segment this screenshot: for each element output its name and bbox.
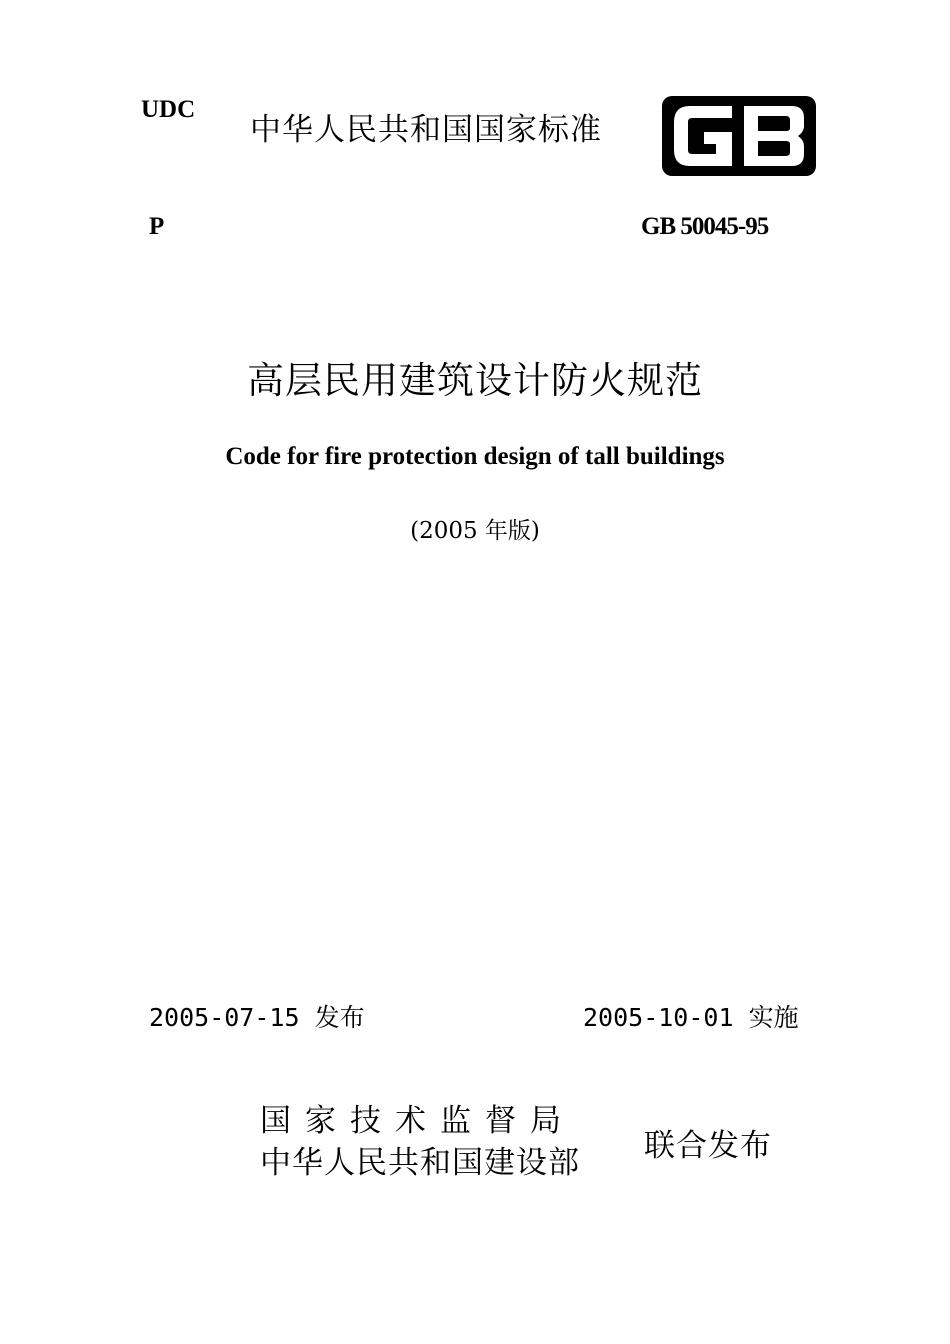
gb-logo [660, 92, 818, 180]
edition-label: (2005 年版) [410, 518, 540, 544]
issue-date: 2005-07-15 发布 [149, 1003, 365, 1032]
effective-date: 2005-10-01 实施 [583, 1003, 799, 1032]
issuer-line-2: 中华人民共和国建设部 [260, 1145, 580, 1181]
title-english: Code for fire protection design of tall buildings [225, 443, 725, 470]
udc-label: UDC [141, 96, 196, 123]
joint-release-label: 联合发布 [644, 1128, 772, 1164]
standard-number: GB 50045-95 [641, 213, 769, 240]
classification-code: P [149, 213, 165, 240]
title-chinese: 高层民用建筑设计防火规范 [247, 359, 703, 402]
issuer-line-1: 国家技术监督局 [260, 1103, 575, 1139]
national-standard-heading: 中华人民共和国国家标准 [250, 112, 602, 148]
